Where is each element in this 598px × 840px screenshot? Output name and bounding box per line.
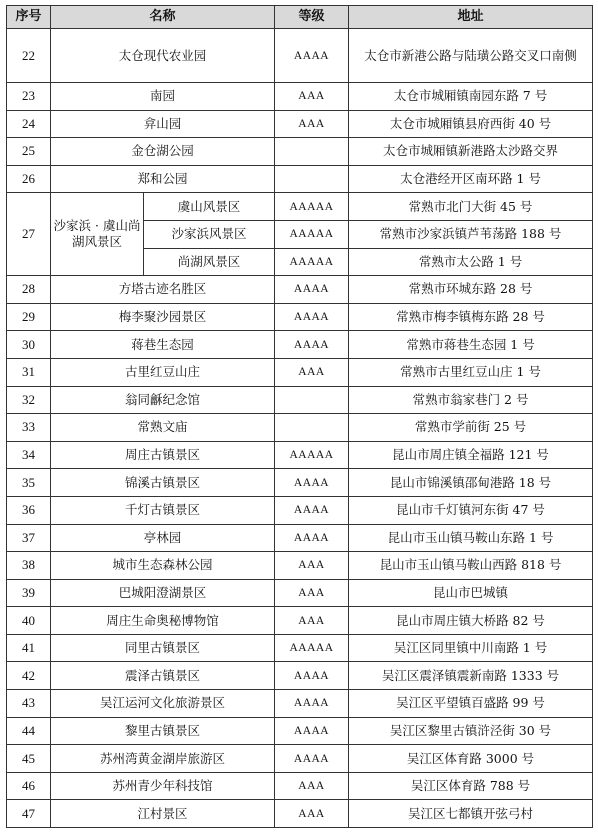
row-no: 40 (7, 607, 51, 635)
row-no: 24 (7, 110, 51, 138)
row-level: AAAAA (275, 220, 349, 248)
row-no: 45 (7, 745, 51, 773)
row-name: 亭林园 (51, 524, 275, 552)
row-address: 常熟市沙家浜镇芦苇荡路 188 号 (349, 220, 593, 248)
row-level: AAA (275, 358, 349, 386)
row-address: 常熟市北门大街 45 号 (349, 193, 593, 221)
row-address: 吴江区体育路 788 号 (349, 772, 593, 800)
row-address: 太仓市城厢镇新港路太沙路交界 (349, 138, 593, 166)
row-level: AAAA (275, 29, 349, 83)
row-level: AAA (275, 607, 349, 635)
table-row (7, 469, 593, 497)
row-no: 28 (7, 276, 51, 304)
row-level: AAAA (275, 276, 349, 304)
table-row (7, 331, 593, 359)
row-name: 江村景区 (51, 800, 275, 828)
table-row (7, 800, 593, 828)
table-header-row (7, 6, 593, 29)
table-row (7, 524, 593, 552)
table-row (7, 717, 593, 745)
row-no: 47 (7, 800, 51, 828)
table-row (7, 607, 593, 635)
row-no: 25 (7, 138, 51, 166)
row-name: 蒋巷生态园 (51, 331, 275, 359)
table-row (7, 441, 593, 469)
table-row (7, 690, 593, 718)
row-no: 39 (7, 579, 51, 607)
row-no: 22 (7, 29, 51, 83)
sub-area-name: 尚湖风景区 (144, 248, 275, 276)
row-address: 昆山市千灯镇河东街 47 号 (349, 496, 593, 524)
table-row (7, 552, 593, 580)
scenic-spots-table (6, 5, 593, 828)
row-level: AAAA (275, 662, 349, 690)
row-address: 太仓市城厢镇南园东路 7 号 (349, 83, 593, 111)
row-name: 梅李聚沙园景区 (51, 303, 275, 331)
row-level (275, 138, 349, 166)
header-level: 等级 (275, 6, 349, 29)
row-address: 吴江区黎里古镇浒泾街 30 号 (349, 717, 593, 745)
row-address: 太仓市新港公路与陆璜公路交叉口南侧 (349, 29, 593, 83)
row-address: 吴江区同里镇中川南路 1 号 (349, 634, 593, 662)
table-row (7, 358, 593, 386)
header-address: 地址 (349, 6, 593, 29)
table-row (7, 303, 593, 331)
row-level: AAAAA (275, 441, 349, 469)
row-no: 31 (7, 358, 51, 386)
table-row (7, 662, 593, 690)
row-level: AAA (275, 83, 349, 111)
group-name: 沙家浜 · 虞山尚湖风景区 (51, 193, 144, 276)
row-name: 常熟文庙 (51, 414, 275, 442)
table-row (7, 276, 593, 304)
row-name: 吴江运河文化旅游景区 (51, 690, 275, 718)
table-row (7, 83, 593, 111)
table-row-group (7, 193, 593, 221)
row-name: 锦溪古镇景区 (51, 469, 275, 497)
row-address: 太仓港经开区南环路 1 号 (349, 165, 593, 193)
row-name: 翁同龢纪念馆 (51, 386, 275, 414)
row-no: 29 (7, 303, 51, 331)
row-address: 常熟市古里红豆山庄 1 号 (349, 358, 593, 386)
row-name: 太仓现代农业园 (51, 29, 275, 83)
table-row (7, 386, 593, 414)
row-address: 昆山市周庄镇全福路 121 号 (349, 441, 593, 469)
row-no: 30 (7, 331, 51, 359)
row-address: 常熟市翁家巷门 2 号 (349, 386, 593, 414)
row-no: 43 (7, 690, 51, 718)
row-level: AAA (275, 110, 349, 138)
table-row (7, 772, 593, 800)
header-name: 名称 (51, 6, 275, 29)
row-level: AAAAA (275, 193, 349, 221)
row-address: 常熟市蒋巷生态园 1 号 (349, 331, 593, 359)
table-row (7, 745, 593, 773)
row-address: 吴江区震泽镇震新南路 1333 号 (349, 662, 593, 690)
row-no: 46 (7, 772, 51, 800)
row-name: 方塔古迹名胜区 (51, 276, 275, 304)
row-level (275, 165, 349, 193)
row-level: AAA (275, 772, 349, 800)
row-no: 37 (7, 524, 51, 552)
row-no: 26 (7, 165, 51, 193)
table-row (7, 29, 593, 83)
row-level: AAAA (275, 469, 349, 497)
row-level: AAAA (275, 331, 349, 359)
row-level: AAAA (275, 690, 349, 718)
row-name: 苏州青少年科技馆 (51, 772, 275, 800)
row-address: 常熟市太公路 1 号 (349, 248, 593, 276)
row-name: 郑和公园 (51, 165, 275, 193)
row-address: 吴江区平望镇百盛路 99 号 (349, 690, 593, 718)
row-no: 41 (7, 634, 51, 662)
row-name: 古里红豆山庄 (51, 358, 275, 386)
row-no: 35 (7, 469, 51, 497)
row-name: 金仓湖公园 (51, 138, 275, 166)
table-row (7, 138, 593, 166)
table-row (7, 414, 593, 442)
row-level: AAAAA (275, 248, 349, 276)
row-name: 震泽古镇景区 (51, 662, 275, 690)
row-no: 42 (7, 662, 51, 690)
row-name: 千灯古镇景区 (51, 496, 275, 524)
row-no: 36 (7, 496, 51, 524)
row-level: AAAA (275, 496, 349, 524)
row-name: 城市生态森林公园 (51, 552, 275, 580)
row-no: 38 (7, 552, 51, 580)
table-row (7, 579, 593, 607)
row-level: AAAA (275, 524, 349, 552)
row-level (275, 386, 349, 414)
row-address: 昆山市玉山镇马鞍山西路 818 号 (349, 552, 593, 580)
row-level: AAA (275, 552, 349, 580)
row-level: AAAA (275, 745, 349, 773)
row-address: 昆山市玉山镇马鞍山东路 1 号 (349, 524, 593, 552)
table-row (7, 496, 593, 524)
row-address: 吴江区七都镇开弦弓村 (349, 800, 593, 828)
row-name: 黎里古镇景区 (51, 717, 275, 745)
row-no: 32 (7, 386, 51, 414)
row-no: 44 (7, 717, 51, 745)
row-name: 周庄生命奥秘博物馆 (51, 607, 275, 635)
row-address: 吴江区体育路 3000 号 (349, 745, 593, 773)
sub-area-name: 虞山风景区 (144, 193, 275, 221)
row-level: AAAA (275, 717, 349, 745)
sub-area-name: 沙家浜风景区 (144, 220, 275, 248)
row-name: 苏州湾黄金湖岸旅游区 (51, 745, 275, 773)
row-level: AAAA (275, 303, 349, 331)
row-name: 弇山园 (51, 110, 275, 138)
row-address: 太仓市城厢镇县府西街 40 号 (349, 110, 593, 138)
row-address: 常熟市环城东路 28 号 (349, 276, 593, 304)
row-address: 常熟市学前街 25 号 (349, 414, 593, 442)
table-row (7, 165, 593, 193)
row-level: AAA (275, 579, 349, 607)
row-address: 常熟市梅李镇梅东路 28 号 (349, 303, 593, 331)
row-name: 同里古镇景区 (51, 634, 275, 662)
row-name: 南园 (51, 83, 275, 111)
row-name: 巴城阳澄湖景区 (51, 579, 275, 607)
row-level: AAA (275, 800, 349, 828)
header-no: 序号 (7, 6, 51, 29)
row-level (275, 414, 349, 442)
row-no: 33 (7, 414, 51, 442)
table-row (7, 634, 593, 662)
row-name: 周庄古镇景区 (51, 441, 275, 469)
group-no: 27 (7, 193, 51, 276)
row-level: AAAAA (275, 634, 349, 662)
row-no: 34 (7, 441, 51, 469)
table-row (7, 110, 593, 138)
row-address: 昆山市锦溪镇邵甸港路 18 号 (349, 469, 593, 497)
row-address: 昆山市周庄镇大桥路 82 号 (349, 607, 593, 635)
row-no: 23 (7, 83, 51, 111)
row-address: 昆山市巴城镇 (349, 579, 593, 607)
